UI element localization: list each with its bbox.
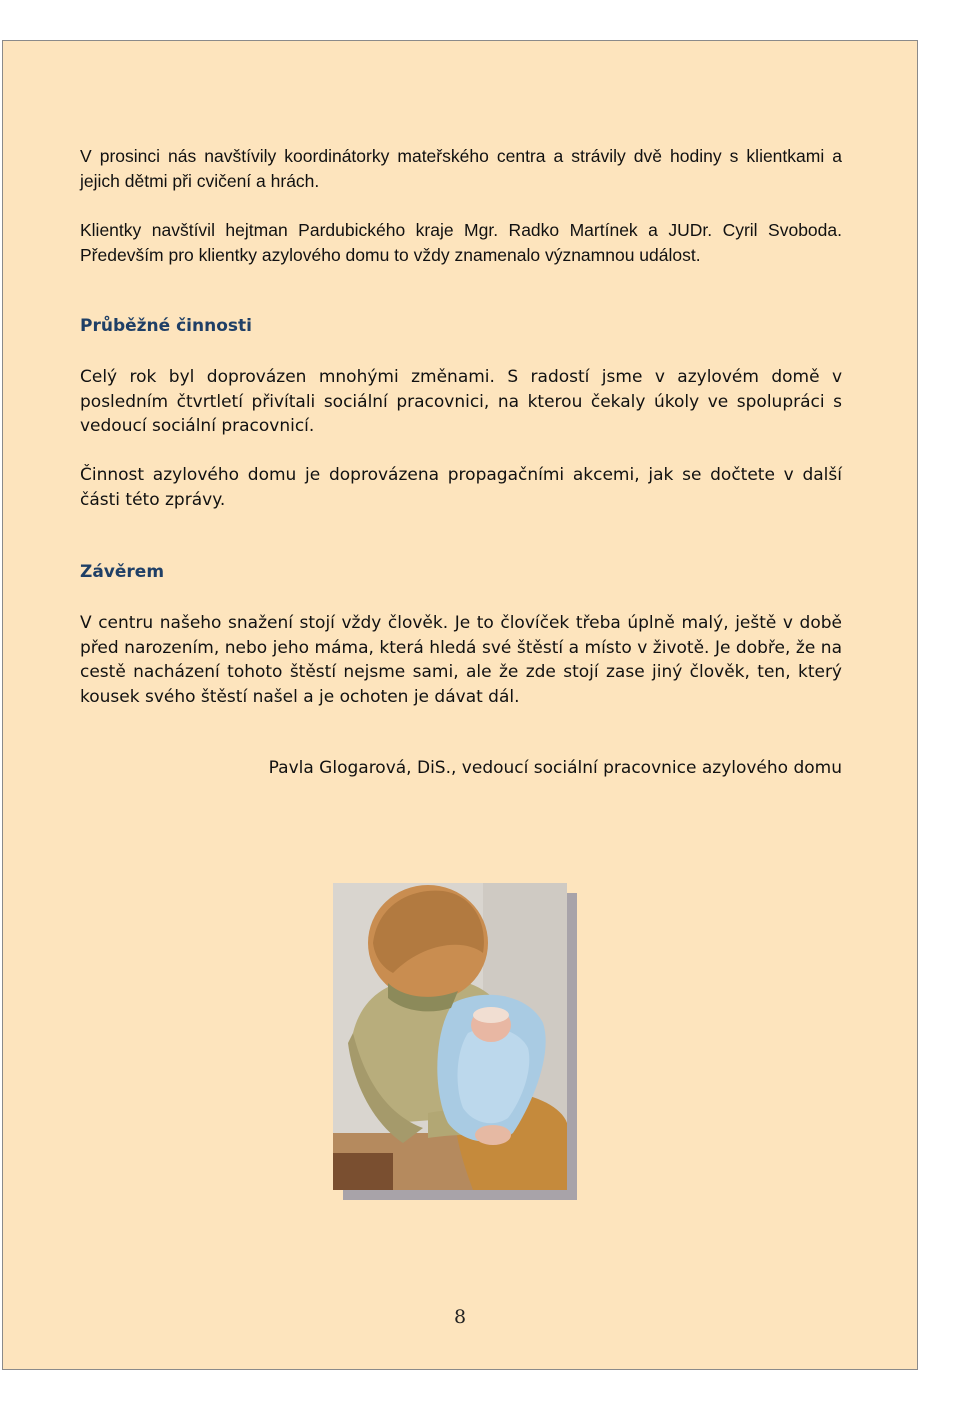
paragraph-5: V centru našeho snažení stojí vždy člověk. Je to človíček třeba úplně malý, ještě v době před narozením, nebo jeho máma, která hledá své štěstí a místo v životě. Je dobře, že na cestě nacházení tohoto štěstí nejsme sami, ale že zde stojí zase jiný člověk, ten, který kousek svého štěstí našel a je ochoten je dávat dál. (80, 613, 842, 707)
heading-conclusion: Závěrem (80, 562, 165, 582)
heading-ongoing-activities: Průběžné činnosti (80, 316, 252, 336)
signature: Pavla Glogarová, DiS., vedoucí sociální pracovnice azylového domu (268, 758, 842, 778)
paragraph-1: V prosinci nás navštívily koordinátorky mateřského centra a strávily dvě hodiny s klientkami a jejich dětmi při cvičení a hrách. (80, 146, 842, 191)
paragraph-2: Klientky navštívil hejtman Pardubického kraje Mgr. Radko Martínek a JUDr. Cyril Svoboda. Především pro klientky azylového domu to vždy znamenalo významnou událost. (80, 220, 842, 265)
photo-illustration (333, 883, 567, 1190)
photo-mother-with-baby (333, 883, 567, 1190)
paragraph-4: Činnost azylového domu je doprovázena propagačními akcemi, jak se dočtete v další části této zprávy. (80, 465, 842, 510)
paragraph-3: Celý rok byl doprovázen mnohými změnami. S radostí jsme v azylovém domě v posledním čtvrtletí přivítali sociální pracovnici, na kterou čekaly úkoly ve spolupráci s vedoucí sociální pracovnicí. (80, 367, 842, 436)
page-number: 8 (453, 1306, 467, 1328)
